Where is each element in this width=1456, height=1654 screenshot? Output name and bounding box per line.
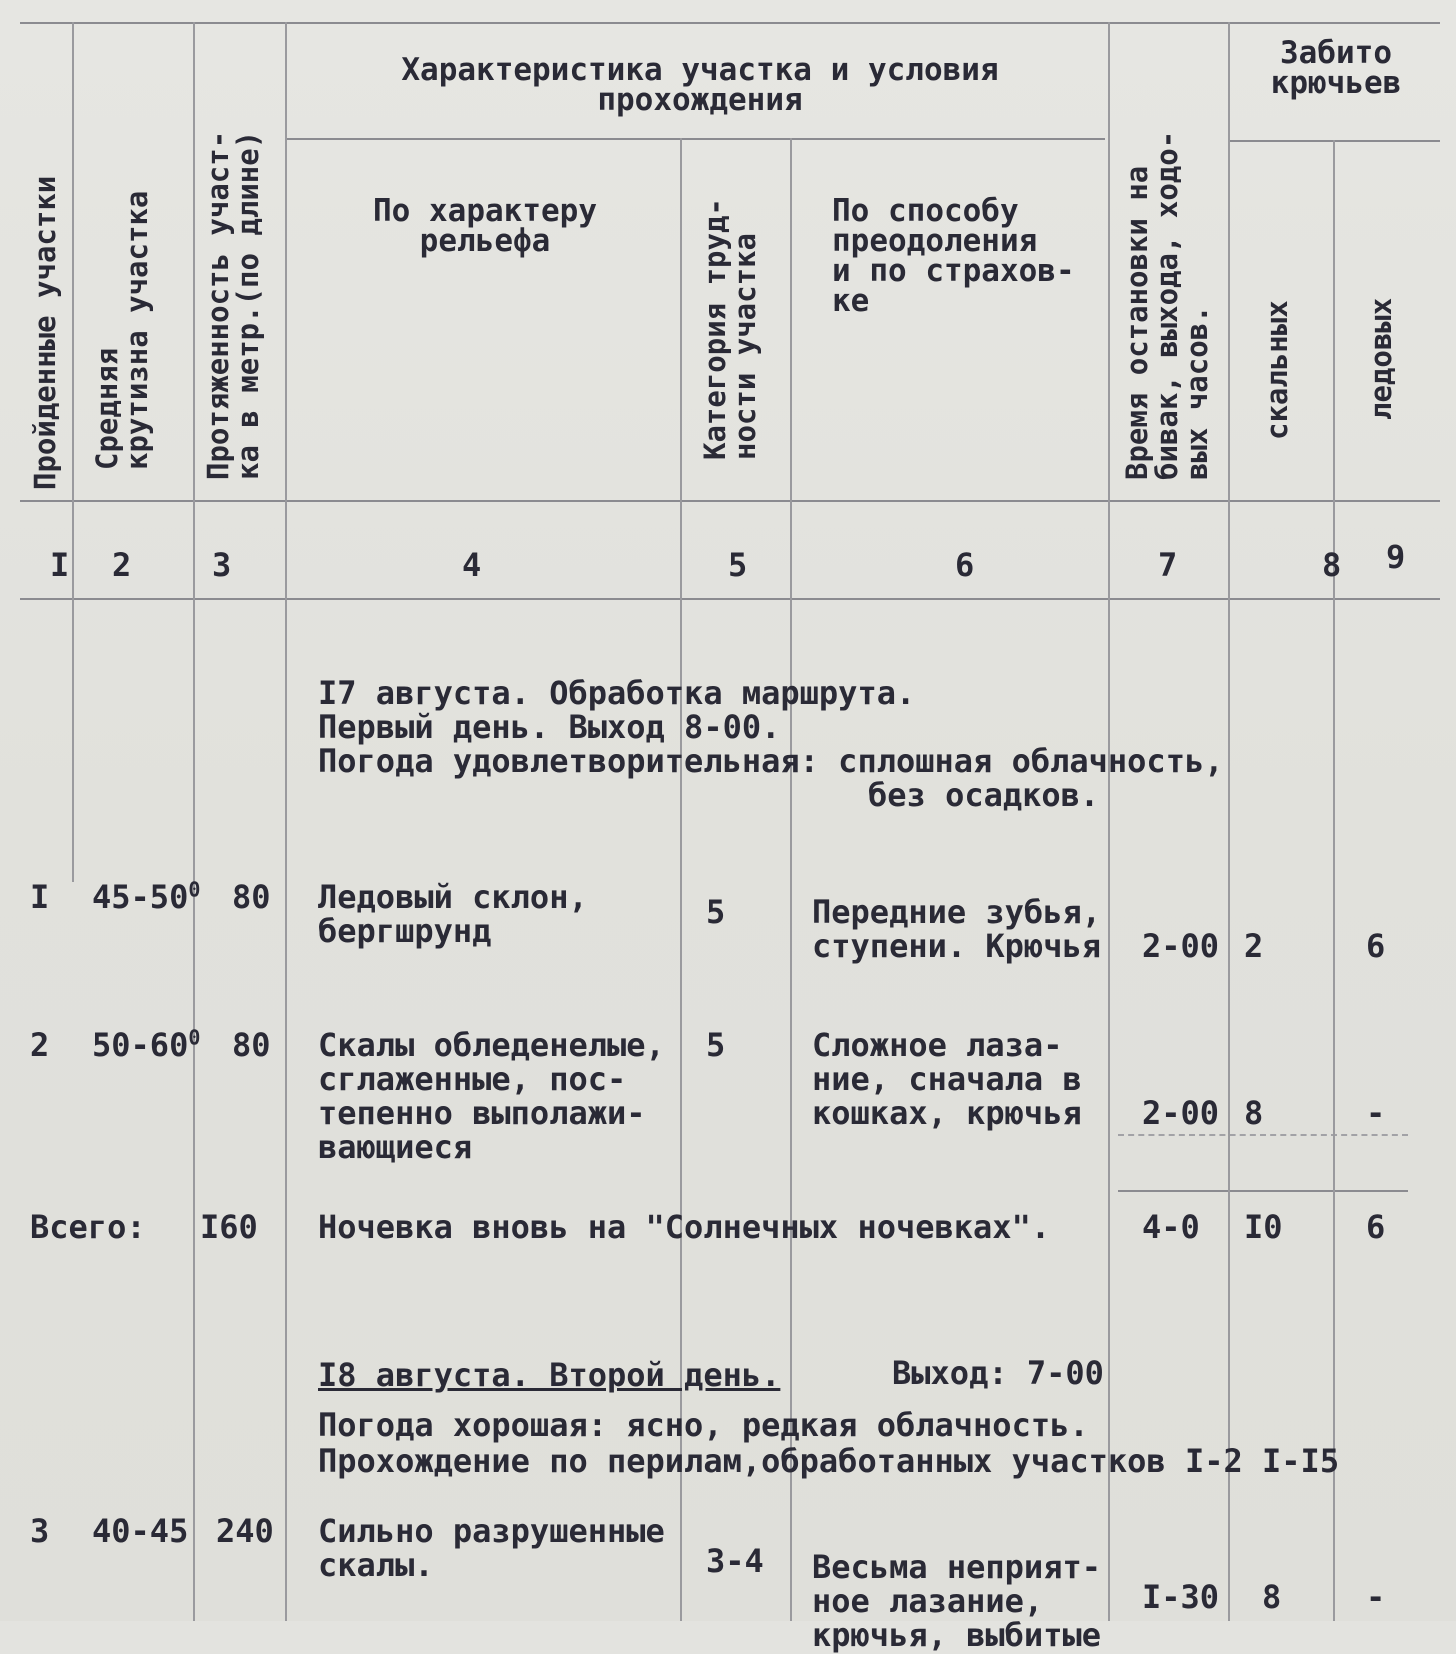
row1-method: Передние зубья, ступени. Крючья xyxy=(812,893,1101,965)
row2-time: 2-00 xyxy=(1142,1094,1220,1132)
row1-relief: Ледовый склон, бергшрунд xyxy=(318,878,588,950)
row2-number: 2 xyxy=(30,1026,50,1064)
row2-method: Сложное лаза- ние, сначала в кошках, крючья xyxy=(812,1026,1082,1132)
row1-degree: 0 xyxy=(188,877,201,902)
column-number-5: 5 xyxy=(728,546,748,584)
row1-ice-hooks: 6 xyxy=(1366,927,1386,965)
column-number-7: 7 xyxy=(1158,546,1178,584)
row1-time: 2-00 xyxy=(1142,927,1220,965)
col-line-7 xyxy=(1228,22,1230,1621)
total-note: Ночевка вновь на "Солнечных ночевках". xyxy=(318,1208,1051,1246)
day1-heading: I7 августа. Обработка маршрута. xyxy=(318,674,916,712)
header-relief-character: По характеру рельефа xyxy=(373,193,597,259)
row3-length: 240 xyxy=(216,1512,274,1550)
header-bottom-border xyxy=(20,500,1440,502)
column-number-9: 9 xyxy=(1386,538,1406,576)
total-length: I60 xyxy=(200,1208,258,1246)
total-time: 4-0 xyxy=(1142,1208,1200,1246)
column-number-8: 8 xyxy=(1322,546,1342,584)
header-ice-hooks: ледовых xyxy=(1364,297,1398,420)
col-line-6 xyxy=(1108,22,1110,1621)
row3-number: 3 xyxy=(30,1512,50,1550)
header-difficulty-category: Категория труд- ности участка xyxy=(698,198,762,460)
header-section-characteristics: Характеристика участка и условия прохождения xyxy=(401,52,999,118)
row1-length: 80 xyxy=(232,878,271,916)
col-line-3 xyxy=(285,22,287,1621)
row2-length: 80 xyxy=(232,1026,271,1064)
row3-method: Весьма неприят- ное лазание, крючья, выбитые xyxy=(812,1548,1101,1654)
day1-start: Первый день. Выход 8-00. xyxy=(318,708,781,746)
header-overcoming-method: По способу преодоления и по страхов- ке xyxy=(832,193,1075,319)
total-label: Всего: xyxy=(30,1208,146,1246)
col-line-2 xyxy=(193,22,195,1621)
column-number-2: 2 xyxy=(112,546,132,584)
row3-time: I-30 xyxy=(1142,1578,1220,1616)
col-line-1 xyxy=(72,22,74,882)
header-completed-sections: Пройденные участки xyxy=(28,175,62,490)
col-line-5 xyxy=(790,138,792,1621)
section-header-divider xyxy=(285,138,1105,140)
day2-weather: Погода хорошая: ясно, редкая облачность. xyxy=(318,1406,1089,1444)
header-hooks-driven: Забито крючьев xyxy=(1270,35,1402,101)
header-section-length: Протяженность участ- ка в метр.(по длине) xyxy=(201,130,265,480)
row3-rock-hooks: 8 xyxy=(1262,1578,1282,1616)
column-number-3: 3 xyxy=(212,546,232,584)
header-stop-time: Время остановки на бивак, выхода, ходо- вых часов. xyxy=(1120,130,1214,480)
row2-rock-hooks: 8 xyxy=(1244,1094,1264,1132)
day1-weather-cont: без осадков. xyxy=(868,776,1100,814)
row3-relief: Сильно разрушенные скалы. xyxy=(318,1512,665,1584)
row1-rock-hooks: 2 xyxy=(1244,927,1264,965)
header-average-steepness: Средняя крутизна участка xyxy=(90,190,154,470)
row1-steepness: $45-50^0$ xyxy=(92,877,201,916)
row2-ice-hooks: - xyxy=(1366,1094,1386,1132)
row2-dashed-divider xyxy=(1118,1134,1408,1136)
day2-heading: I8 августа. Второй день. xyxy=(318,1356,781,1394)
day2-passage: Прохождение по перилам,обработанных участков I-2 I-I5 xyxy=(318,1442,1340,1480)
row3-steepness: 40-45 xyxy=(92,1512,189,1550)
header-rock-hooks: скальных xyxy=(1260,300,1294,440)
row2-category: 5 xyxy=(706,1026,726,1064)
row1-number: I xyxy=(30,878,50,916)
top-border xyxy=(20,22,1440,24)
day2-start: Выход: 7-00 xyxy=(892,1354,1104,1392)
hooks-header-divider xyxy=(1230,140,1440,142)
total-ice-hooks: 6 xyxy=(1366,1208,1386,1246)
day1-weather: Погода удовлетворительная: сплошная облачность, xyxy=(318,742,1224,780)
column-number-6: 6 xyxy=(955,546,975,584)
row3-ice-hooks: - xyxy=(1366,1578,1386,1616)
column-number-4: 4 xyxy=(462,546,482,584)
numbers-bottom-border xyxy=(20,598,1440,600)
total-divider xyxy=(1118,1190,1408,1192)
row3-category: 3-4 xyxy=(706,1542,764,1580)
col-line-4 xyxy=(680,138,682,1621)
row2-steepness: $50-60^0$ xyxy=(92,1025,201,1064)
total-rock-hooks: I0 xyxy=(1244,1208,1283,1246)
row2-degree: 0 xyxy=(188,1025,201,1050)
row1-category: 5 xyxy=(706,893,726,931)
col-line-8 xyxy=(1333,140,1335,1621)
column-number-1: I xyxy=(50,546,70,584)
row2-relief: Скалы обледенелые, сглаженные, пос- тепенно выполажи- вающиеся xyxy=(318,1026,665,1166)
